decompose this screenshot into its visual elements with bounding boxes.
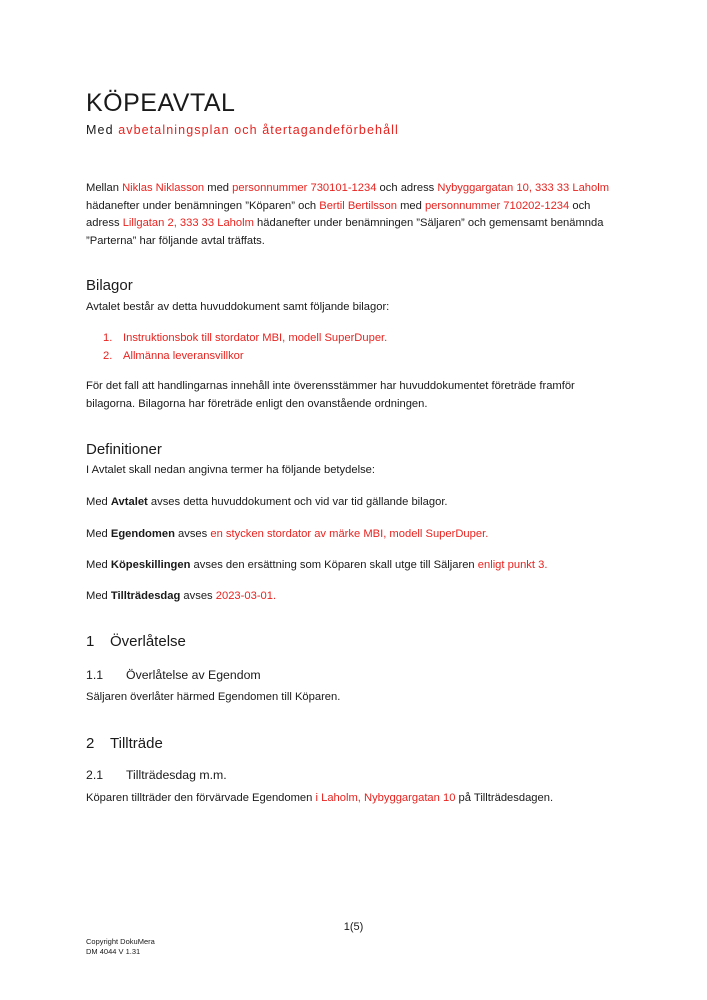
list-item: 2. Allmänna leveransvillkor: [103, 349, 244, 362]
section-1-1-heading: 1.1 Överlåtelse av Egendom: [86, 668, 261, 682]
list-item: 1. Instruktionsbok till stordator MBI, modell SuperDuper.: [103, 332, 388, 344]
buyer-name: Niklas Niklasson: [122, 182, 205, 194]
bilagor-precedence: För det fall att handlingarnas innehåll inte överensstämmer har huvuddokumentet företräde framför bilagorna. Bilagorna har företräde enligt den ovanstående ordningen.: [86, 380, 575, 410]
definitioner-lead: I Avtalet skall nedan angivna termer ha följande betydelse:: [86, 464, 375, 476]
buyer-id: personnummer 730101-1234: [232, 182, 377, 194]
definition-kopeskillingen: Med Köpeskillingen avses den ersättning som Köparen skall utge till Säljaren enligt punkt 3.: [86, 559, 548, 571]
definitioner-heading: Definitioner: [86, 441, 162, 458]
buyer-address: Nybyggargatan 10, 333 33 Laholm: [437, 182, 610, 194]
bilagor-list: [103, 330, 387, 365]
document-subtitle: Med avbetalningsplan och återtagandeförbehåll: [86, 123, 399, 137]
bilagor-heading: Bilagor: [86, 277, 133, 294]
definition-egendomen: Med Egendomen avses en stycken stordator av märke MBI, modell SuperDuper.: [86, 528, 489, 540]
seller-name: Bertil Bertilsson: [319, 199, 397, 212]
definition-avtalet: Med Avtalet avses detta huvuddokument och vid var tid gällande bilagor.: [86, 496, 448, 508]
section-2-heading: 2 Tillträde: [86, 735, 163, 752]
intro-paragraph: Mellan Niklas Niklasson med personnummer 730101-1234 och adress Nybyggargatan 10, 333 33 Laholm hädanefter under benämningen ”Köparen” och Bertil Bertilsson med personnummer 710202-1234 och adress Lillgatan 2, 333 33 Laholm hädanefter under benämningen ”Säljaren” och gemensamt benämnda ”Parterna” har följande avtal träffats.: [86, 182, 610, 247]
section-1-heading: 1 Överlåtelse: [86, 633, 186, 650]
document-title: KÖPEAVTAL: [86, 89, 236, 117]
page-number: 1(5): [343, 921, 364, 933]
copyright-notice: Copyright DokuMera DM 4044 V 1.31: [86, 937, 155, 956]
section-1-1-text: Säljaren överlåter härmed Egendomen till Köparen.: [86, 691, 341, 703]
seller-id: personnummer 710202-1234: [424, 199, 570, 212]
bilagor-lead: Avtalet består av detta huvuddokument samt följande bilagor:: [86, 301, 390, 313]
section-2-1-heading: 2.1 Tillträdesdag m.m.: [86, 768, 227, 782]
seller-address: Lillgatan 2, 333 33 Laholm: [122, 217, 254, 230]
section-2-1-text: Köparen tillträder den förvärvade Egendomen i Laholm, Nybyggargatan 10 på Tillträdesdagen.: [86, 792, 554, 804]
definition-tilltradesdag: Med Tillträdesdag avses 2023-03-01.: [86, 590, 277, 602]
